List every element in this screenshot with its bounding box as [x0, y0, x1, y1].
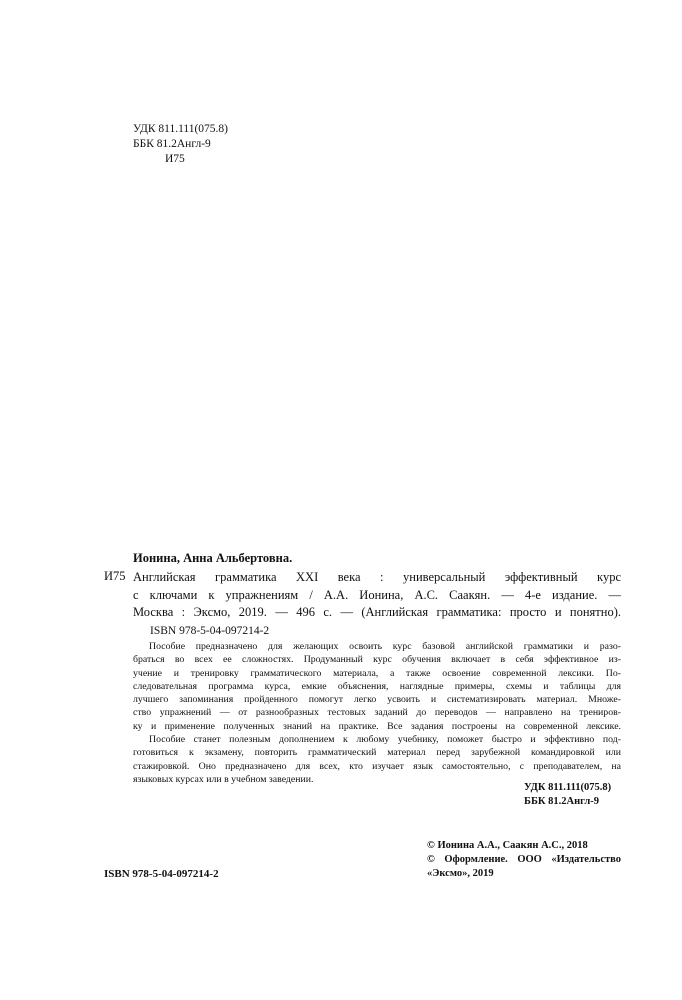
record-line: Москва : Эксмо, 2019. — 496 с. — (Английская грамматика: просто и понятно). [133, 605, 621, 619]
top-classification [133, 122, 228, 167]
annotation-line: Пособие станет полезным дополнением к любому учебнику, поможет быстро и эффективно под- [149, 734, 621, 745]
annotation-line: языковых курсах или в учебном заведении. [133, 773, 314, 785]
annotation-line: Пособие предназначено для желающих освоить курс базовой английской грамматики и разо- [149, 641, 621, 652]
udk-code: УДК 811.111(075.8) [133, 123, 228, 135]
annotation-paragraph-2 [133, 733, 621, 786]
annotation-line: учение и тренировку грамматического материала, а также освоение современной лексики. По- [133, 667, 621, 679]
bottom-classification [524, 781, 611, 809]
annotation-line: стажировкой. Оно предназначено для всех, кто изучает язык самостоятельно, с преподавателем, на [133, 760, 621, 772]
record-code: И75 [104, 569, 126, 583]
udk-code-bottom: УДК 811.111(075.8) [524, 782, 612, 793]
bbk-code: ББК 81.2Англ-9 [133, 138, 211, 150]
record-author: Ионина, Анна Альбертовна. [133, 551, 293, 565]
record-line: Английская грамматика XXI века : универсальный эффективный курс [133, 570, 621, 584]
annotation-line: браться во всех ее сложностях. Продуманный курс обучения включает в себя эффективное из- [133, 654, 621, 666]
isbn-bottom: ISBN 978-5-04-097214-2 [104, 868, 219, 880]
copyright-line: © Ионина А.А., Саакян А.С., 2018 [427, 840, 588, 851]
copyright-block [427, 839, 621, 881]
annotation-line: следовательная программа курса, емкие объяснения, наглядные примеры, схемы и таблицы для [133, 680, 621, 692]
bbk-code-bottom: ББК 81.2Англ-9 [524, 796, 600, 807]
annotation-paragraph-1 [133, 640, 621, 733]
annotation-line: лучшего запоминания пройденного помогут легко усвоить и систематизировать материал. Множе- [133, 694, 621, 706]
record-line: с ключами к упражнениям / А.А. Ионина, А.С. Саакян. — 4-е издание. — [133, 587, 621, 602]
annotation-line: готовиться к экзамену, повторить грамматический материал перед зарубежной командировкой или [133, 747, 621, 759]
annotation-line: ку и применение полученных знаний на практике. Все задания построены на современной лексике. [133, 720, 621, 732]
copyright-line: «Эксмо», 2019 [427, 868, 494, 879]
annotation-line: ство упражнений — от разнообразных тестовых заданий до переводов — направлено на трениров- [133, 707, 621, 719]
record-isbn: ISBN 978-5-04-097214-2 [150, 625, 270, 637]
copyright-line: © Оформление. ООО «Издательство [427, 854, 621, 865]
bibliographic-record [133, 569, 621, 622]
author-sign-code: И75 [165, 153, 185, 165]
